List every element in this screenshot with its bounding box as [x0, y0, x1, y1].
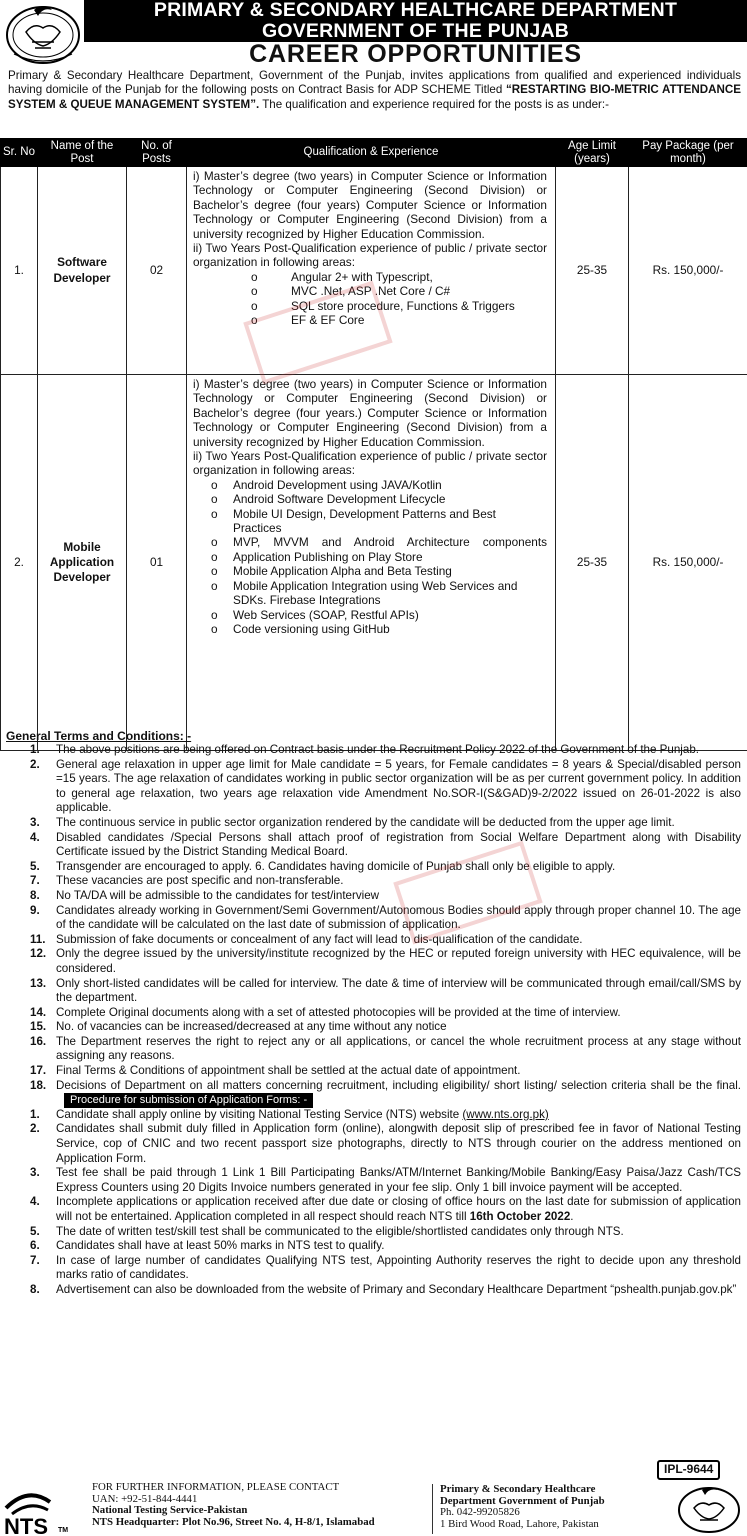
terms-heading: General Terms and Conditions: - [6, 729, 192, 743]
row-pay: Rs. 150,000/- [629, 375, 747, 751]
item-text: Only short-listed candidates will be called for interview. The date & time of interview will be communicated through email/call/SMS by the department. [56, 976, 741, 1005]
row-posts: 02 [127, 167, 187, 375]
list-item: o Web Services (SOAP, Restful APIs) [193, 608, 547, 622]
row-pay: Rs. 150,000/- [629, 167, 747, 375]
item-number: 1. [30, 1107, 40, 1121]
department-contact [440, 1484, 605, 1530]
item-text: The date of written test/skill test shall be communicated to the eligible/shortlisted candidates only through NTS. [56, 1224, 624, 1238]
punjab-seal-icon [676, 1484, 742, 1534]
item-number: 4. [30, 830, 40, 844]
item-text: Advertisement can also be downloaded from the website of Primary and Secondary Healthcare Department “pshealth.punjab.gov.pk” [56, 1282, 737, 1296]
list-item: o Mobile UI Design, Development Patterns and Best Practices [193, 507, 547, 536]
dept-address: 1 Bird Wood Road, Lahore, Pakistan [440, 1517, 599, 1530]
table-row [1, 167, 747, 375]
list-item [0, 1035, 747, 1064]
footer [0, 1482, 747, 1536]
list-item [0, 1079, 747, 1108]
item-number: 17. [30, 1064, 47, 1078]
list-item [0, 1195, 747, 1224]
list-item: o Angular 2+ with Typescript, [193, 270, 547, 284]
list-item [0, 933, 747, 948]
punjab-seal-icon [4, 2, 82, 64]
nts-tm-mark: TM [58, 1527, 69, 1534]
nts-name: National Testing Service-Pakistan [92, 1504, 248, 1517]
item-number: 6. [30, 1239, 40, 1253]
nts-logo-icon [2, 1486, 88, 1536]
item-number: 2. [30, 1122, 40, 1136]
intro-paragraph [8, 69, 741, 112]
qualification-degree: i) Master’s degree (two years) in Computer Science or Information Technology or Computer Engineering (Second Division) or Bachelor’s degree (four years) Computer Science or Information Technology or Computer Engineering (Second Division) from a university recognized by Higher Education Commission. [193, 169, 547, 241]
item-number: 1. [30, 743, 40, 756]
list-item [0, 947, 747, 976]
list-item: o Application Publishing on Play Store [193, 550, 547, 564]
item-text: Submission of fake documents or concealment of any fact will lead to dis-qualification of the candidate. [56, 932, 583, 946]
deadline-date: 16th October 2022 [469, 1210, 571, 1223]
list-item: o Mobile Application Integration using Web Services and SDKs. Firebase Integrations [193, 579, 547, 608]
item-text: The Department reserves the right to reject any or all applications, or cancel the whole recruitment process at any stage without assigning any reasons. [56, 1034, 741, 1063]
government-name: GOVERNMENT OF THE PUNJAB [261, 20, 570, 42]
item-text: The continuous service in public sector organization rendered by the candidate will be deducted from the upper age limit. [56, 815, 675, 829]
list-item [0, 904, 747, 933]
department-name: PRIMARY & SECONDARY HEALTHCARE DEPARTMENT [153, 0, 678, 21]
table-header-row [1, 139, 747, 167]
row-sr: 2. [1, 375, 38, 751]
list-item [0, 977, 747, 1006]
nts-contact-line: FOR FURTHER INFORMATION, PLEASE CONTACT [92, 1481, 340, 1493]
list-item [0, 1254, 747, 1283]
ipl-badge: IPL-9644 [657, 1460, 720, 1480]
qualification-experience: ii) Two Years Post-Qualification experience of public / private sector organization in following areas: [193, 449, 547, 478]
item-number: 16. [30, 1034, 47, 1048]
item-number: 14. [30, 1005, 47, 1019]
list-item: o EF & EF Core [193, 313, 547, 327]
item-text: Test fee shall be paid through 1 Link 1 Bill Participating Banks/ATM/Internet Banking/Mobile Banking/Easy Paisa/Jazz Cash/TCS Express Counters using 20 Digits Invoice numbers generated in your fee slip. Only 1 bill invoice payment will be accepted. [56, 1166, 741, 1194]
qualification-degree: i) Master’s degree (two years) in Computer Science or Information Technology or Computer Engineering (Second Division) or Bachelor’s degree (four years.) Computer Science or Information Technology or Computer Engineering (Second Division) from a university recognized by Higher Education Commission. [193, 377, 547, 449]
list-item [0, 816, 747, 831]
list-item [0, 860, 747, 875]
item-number: 7. [30, 1253, 40, 1267]
footer-divider [432, 1484, 433, 1534]
list-item: o MVP, MVVM and Android Architecture components [193, 535, 547, 549]
list-item [0, 743, 747, 758]
list-item [0, 1006, 747, 1021]
col-qualification: Qualification & Experience [187, 139, 556, 167]
nts-address: NTS Headquarter: Plot No.96, Street No. 4, H-8/1, Islamabad [92, 1515, 375, 1528]
row-age-limit: 25-35 [556, 167, 629, 375]
list-item [0, 758, 747, 816]
list-item [0, 1239, 747, 1254]
list-item [0, 831, 747, 860]
list-item: o Android Software Development Lifecycle [193, 492, 547, 506]
list-item [0, 874, 747, 889]
item-number: 4. [30, 1195, 40, 1209]
nts-logo-text: NTS [4, 1514, 48, 1536]
skills-list [193, 478, 547, 636]
list-item [0, 1064, 747, 1079]
skills-list [193, 270, 547, 328]
col-pay-package: Pay Package (per month) [629, 139, 747, 167]
item-text: Final Terms & Conditions of appointment shall be settled at the actual date of appointment. [56, 1064, 521, 1078]
item-text: Disabled candidates /Special Persons shall attach proof of registration from Social Welfare Department along with Disability Certificate issued by the District Standing Medical Board. [56, 830, 741, 859]
list-item [0, 1225, 747, 1240]
item-text: Decisions of Department on all matters concerning recruitment, including eligibility/ short listing/ selection criteria shall be the final. [56, 1078, 741, 1092]
department-banner [84, 0, 747, 42]
item-number: 9. [30, 903, 40, 917]
item-number: 3. [30, 815, 40, 829]
item-text: No. of vacancies can be increased/decreased at any time without any notice [56, 1020, 447, 1034]
item-text: Only the degree issued by the university/institute recognized by the HEC or reputed foreign university with HEC equivalence, will be considered. [56, 947, 741, 975]
nts-contact [92, 1482, 375, 1528]
item-text: These vacancies are post specific and non-transferable. [56, 874, 344, 888]
item-text: Candidates already working in Government/Semi Government/Autonomous Bodies should apply through proper channel 10. The age of the candidate will be calculated on the last date of submission of application. [56, 903, 741, 932]
item-text: The above positions are being offered on Contract basis under the Recruitment Policy 2022 of the Government of the Punjab. [56, 743, 699, 756]
item-number: 13. [30, 976, 47, 990]
item-number: 8. [30, 1282, 40, 1296]
dept-name-line1: Primary & Secondary Healthcare [440, 1483, 596, 1495]
list-item: o SQL store procedure, Functions & Triggers [193, 299, 547, 313]
dept-phone: Ph. 042-99205826 [440, 1506, 520, 1519]
item-text: No TA/DA will be admissible to the candidates for test/interview [56, 888, 380, 902]
item-text: Complete Original documents along with a set of attested photocopies will be provided at the time of interview. [56, 1005, 621, 1019]
nts-uan: UAN: +92-51-844-4441 [92, 1492, 198, 1505]
list-item [0, 1283, 747, 1298]
row-qualification [187, 167, 556, 375]
col-age-limit: Age Limit (years) [556, 139, 629, 167]
list-item [0, 1166, 747, 1195]
item-number: 8. [30, 888, 40, 902]
list-item [0, 889, 747, 904]
item-text-tail: . [570, 1210, 574, 1223]
item-text: In case of large number of candidates Qualifying NTS test, Appointing Authority reserves the right to decide upon any threshold marks ratio of candidates. [56, 1253, 741, 1282]
list-item [0, 1020, 747, 1035]
nts-website-link[interactable]: (www.nts.org.pk) [462, 1107, 549, 1121]
item-number: 5. [30, 859, 40, 873]
list-item [0, 1108, 747, 1123]
item-text: Incomplete applications or application received after due date or closing of office hours on the last date for submission of application will not be entertained. Application completed in all respect should reach NTS till [56, 1195, 741, 1223]
row-posts: 01 [127, 375, 187, 751]
posts-table [0, 138, 747, 751]
item-number: 3. [30, 1166, 40, 1180]
qualification-experience: ii) Two Years Post-Qualification experience of public / private sector organization in following areas: [193, 241, 547, 270]
item-number: 12. [30, 947, 47, 961]
page-title: CAREER OPPORTUNITIES [249, 40, 582, 68]
col-post-name: Name of the Post [38, 139, 127, 167]
terms-list [0, 743, 747, 1298]
item-text: Candidate shall apply online by visiting National Testing Service (NTS) website [56, 1107, 463, 1121]
item-text: Candidates shall have at least 50% marks in NTS test to qualify. [56, 1239, 385, 1253]
item-number: 11. [30, 932, 46, 946]
intro-text-a: Primary & Secondary Healthcare Department, Government of the Punjab, invites applications from qualified and experienced individuals having domicile of the Punjab for the following posts on Contract Basis for ADP SCHEME Titled [8, 69, 741, 97]
list-item [0, 1122, 747, 1166]
item-text: Candidates shall submit duly filled in Application form (online), alongwith deposit slip of prescribed fee in favor of National Testing Service, cop of CNIC and two recent passport size photographs, directly to NTS through courier on the address mentioned on Application Form. [56, 1122, 741, 1165]
item-number: 7. [30, 874, 40, 888]
row-qualification [187, 375, 556, 751]
item-number: 15. [30, 1020, 47, 1034]
item-text: General age relaxation in upper age limit for Male candidate = 5 years, for Female candidates = 8 years & Special/disabled person =15 years. The age relaxation of candidates working in public sector organization will be as per current government policy. In addition to general age relaxation, two years age relaxation vide Amendment No.SOR-I(S&GAD)9-2/2022 issued on 26-01-2022 is also applicable. [56, 757, 741, 815]
list-item: o Code versioning using GitHub [193, 622, 547, 636]
item-number: 18. [30, 1078, 47, 1092]
procedure-heading: Procedure for submission of Application Forms: - [64, 1093, 313, 1108]
list-item: o Mobile Application Alpha and Beta Testing [193, 564, 547, 578]
row-age-limit: 25-35 [556, 375, 629, 751]
row-post-name: Software Developer [38, 167, 127, 375]
item-text: Transgender are encouraged to apply. 6. Candidates having domicile of Punjab shall only be eligible to apply. [56, 859, 616, 873]
dept-name-line2: Department Government of Punjab [440, 1494, 605, 1507]
item-number: 5. [30, 1224, 40, 1238]
list-item: o MVC .Net, ASP .Net Core / C# [193, 284, 547, 298]
col-sr-no: Sr. No [1, 139, 38, 167]
scheme-title: “RESTARTING BIO-METRIC ATTENDANCE SYSTEM & QUEUE MANAGEMENT SYSTEM”. [8, 83, 741, 111]
row-sr: 1. [1, 167, 38, 375]
col-no-of-posts: No. of Posts [127, 139, 187, 167]
table-row [1, 375, 747, 751]
item-number: 2. [30, 757, 40, 771]
list-item: o Android Development using JAVA/Kotlin [193, 478, 547, 492]
row-post-name: Mobile Application Developer [38, 375, 127, 751]
intro-text-b: The qualification and experience required for the posts is as under:- [259, 97, 609, 111]
